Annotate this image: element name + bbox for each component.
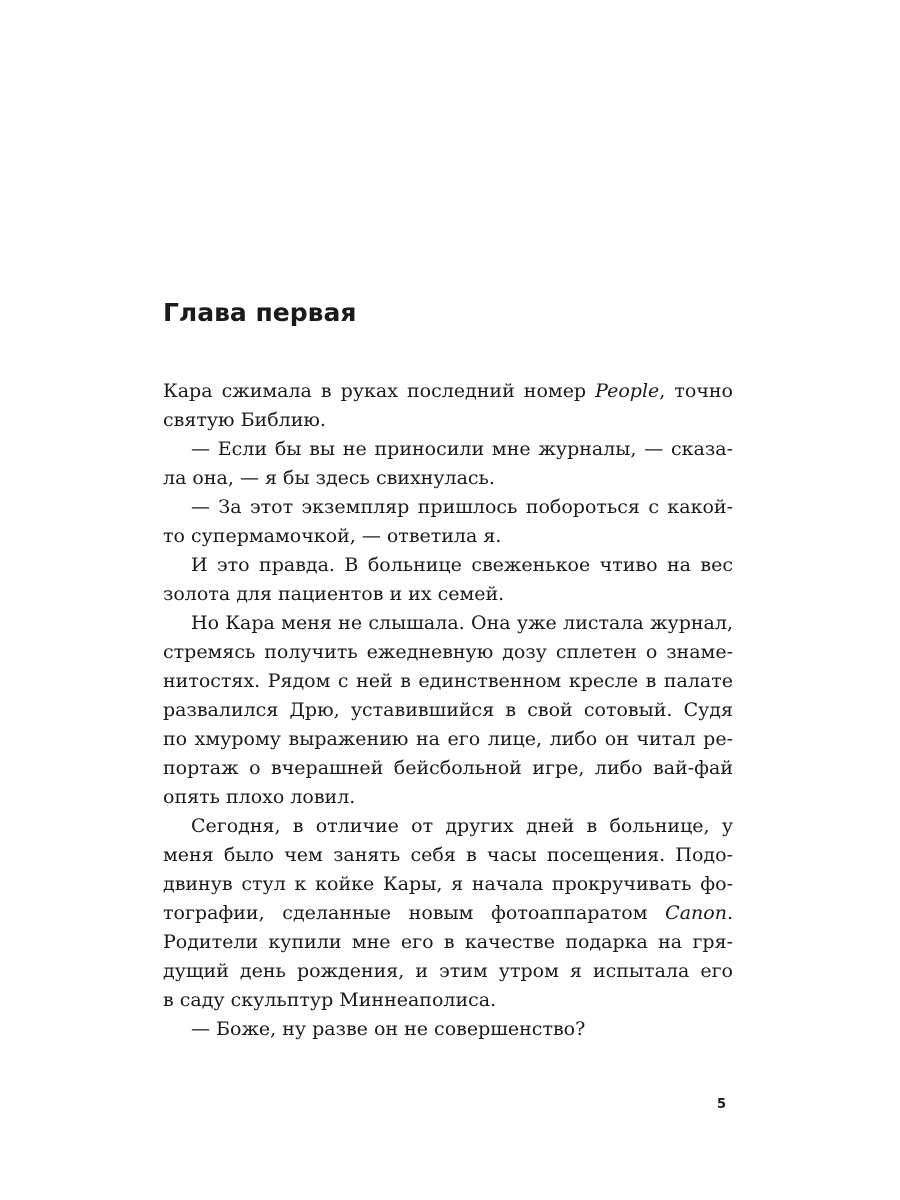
chapter-body-text (163, 377, 733, 1044)
text-line: золота для пациентов и их семей. (163, 583, 505, 605)
italic-text: People (595, 380, 660, 402)
text-line: двинув стул к койке Кары, я начала прокручивать фо- (163, 873, 733, 895)
text-line: Но Кара меня не слышала. Она уже листала журнал, (191, 612, 733, 634)
text-line: — Если бы вы не приносили мне журналы, — сказа- (191, 438, 733, 460)
text-line: Сегодня, в отличие от других дней в больнице, у (191, 815, 733, 837)
text-line: — Боже, ну разве он не совершенство? (191, 1018, 586, 1040)
text-line: тографии, сделанные новым фотоаппаратом Canon. (163, 902, 733, 924)
text-line: стремясь получить ежедневную дозу сплетен о знаме- (163, 641, 733, 663)
text-line: И это правда. В больнице свеженькое чтиво на вес (191, 554, 733, 576)
text-line: ла она, — я бы здесь свихнулась. (163, 467, 495, 489)
text-line: нитостях. Рядом с ней в единственном кресле в палате (163, 670, 733, 692)
text-line: святую Библию. (163, 409, 326, 431)
text-line: то супермамочкой, — ответила я. (163, 525, 502, 547)
text-line: дущий день рождения, и этим утром я испытала его (163, 960, 733, 982)
text-line: — За этот экземпляр пришлось побороться с какой- (191, 496, 733, 518)
chapter-title: Глава первая (163, 298, 357, 327)
text-line: опять плохо ловил. (163, 786, 356, 808)
text-line: портаж о вчерашней бейсбольной игре, либо вай-фай (163, 757, 733, 779)
text-line: Родители купили мне его в качестве подарка на гря- (163, 931, 733, 953)
text-line: меня было чем занять себя в часы посещения. Подо- (163, 844, 733, 866)
text-line: Кара сжимала в руках последний номер People, точно (163, 380, 733, 402)
text-line: развалился Дрю, уставившийся в свой сотовый. Судя (163, 699, 733, 721)
text-line: в саду скульптур Миннеаполиса. (163, 989, 497, 1011)
italic-text: Canon (665, 902, 727, 924)
text-line: по хмурому выражению на его лице, либо он читал ре- (163, 728, 733, 750)
page-number: 5 (717, 1097, 727, 1112)
